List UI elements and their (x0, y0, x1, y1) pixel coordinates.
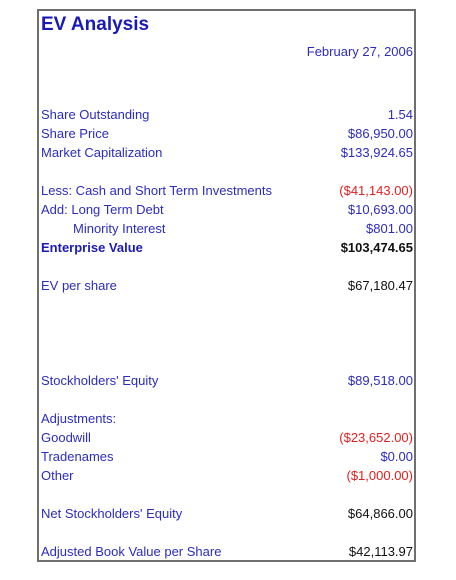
row-value: $89,518.00 (347, 373, 413, 388)
row-label: Share Price (41, 126, 109, 141)
row-value: $10,693.00 (347, 202, 413, 217)
row-shares-outstanding (39, 105, 414, 124)
row-label: Minority Interest (73, 221, 166, 236)
row-label: Share Outstanding (41, 107, 150, 122)
row-enterprise-value (39, 238, 414, 257)
row-value: $86,950.00 (347, 126, 413, 141)
row-label: Less: Cash and Short Term Investments (41, 183, 272, 198)
row-other (39, 466, 414, 485)
row-label: Adjusted Book Value per Share (41, 544, 222, 559)
row-value: 1.54 (387, 107, 413, 122)
row-label: Market Capitalization (41, 145, 163, 160)
ev-analysis-sheet (37, 9, 416, 562)
row-ev-per-share (39, 276, 414, 295)
row-value: $801.00 (366, 221, 413, 236)
row-tradenames (39, 447, 414, 466)
row-adj-book-value (39, 542, 414, 561)
row-label: Add: Long Term Debt (41, 202, 164, 217)
row-value: ($23,652.00) (339, 430, 413, 445)
row-label: Enterprise Value (41, 240, 143, 255)
row-value: $103,474.65 (340, 240, 413, 255)
row-goodwill (39, 428, 414, 447)
analysis-date: February 27, 2006 (306, 44, 413, 59)
row-value: $67,180.47 (347, 278, 413, 293)
row-market-cap (39, 143, 414, 162)
row-label: Adjustments: (41, 411, 117, 426)
row-value: $133,924.65 (340, 145, 413, 160)
row-value: ($41,143.00) (339, 183, 413, 198)
row-long-term-debt (39, 200, 414, 219)
row-net-equity (39, 504, 414, 523)
row-value: ($1,000.00) (346, 468, 413, 483)
row-minority-interest (39, 219, 414, 238)
row-value: $64,866.00 (347, 506, 413, 521)
row-label: EV per share (41, 278, 117, 293)
row-stockholders-equity (39, 371, 414, 390)
row-label: Goodwill (41, 430, 91, 445)
row-label: Net Stockholders' Equity (41, 506, 183, 521)
row-value: $0.00 (380, 449, 413, 464)
row-label: Stockholders' Equity (41, 373, 159, 388)
row-adjustments (39, 409, 414, 428)
row-label: Tradenames (41, 449, 114, 464)
row-share-price (39, 124, 414, 143)
row-value: $42,113.97 (348, 544, 413, 559)
row-label: Other (41, 468, 74, 483)
sheet-title: EV Analysis (41, 14, 150, 35)
row-less-cash (39, 181, 414, 200)
